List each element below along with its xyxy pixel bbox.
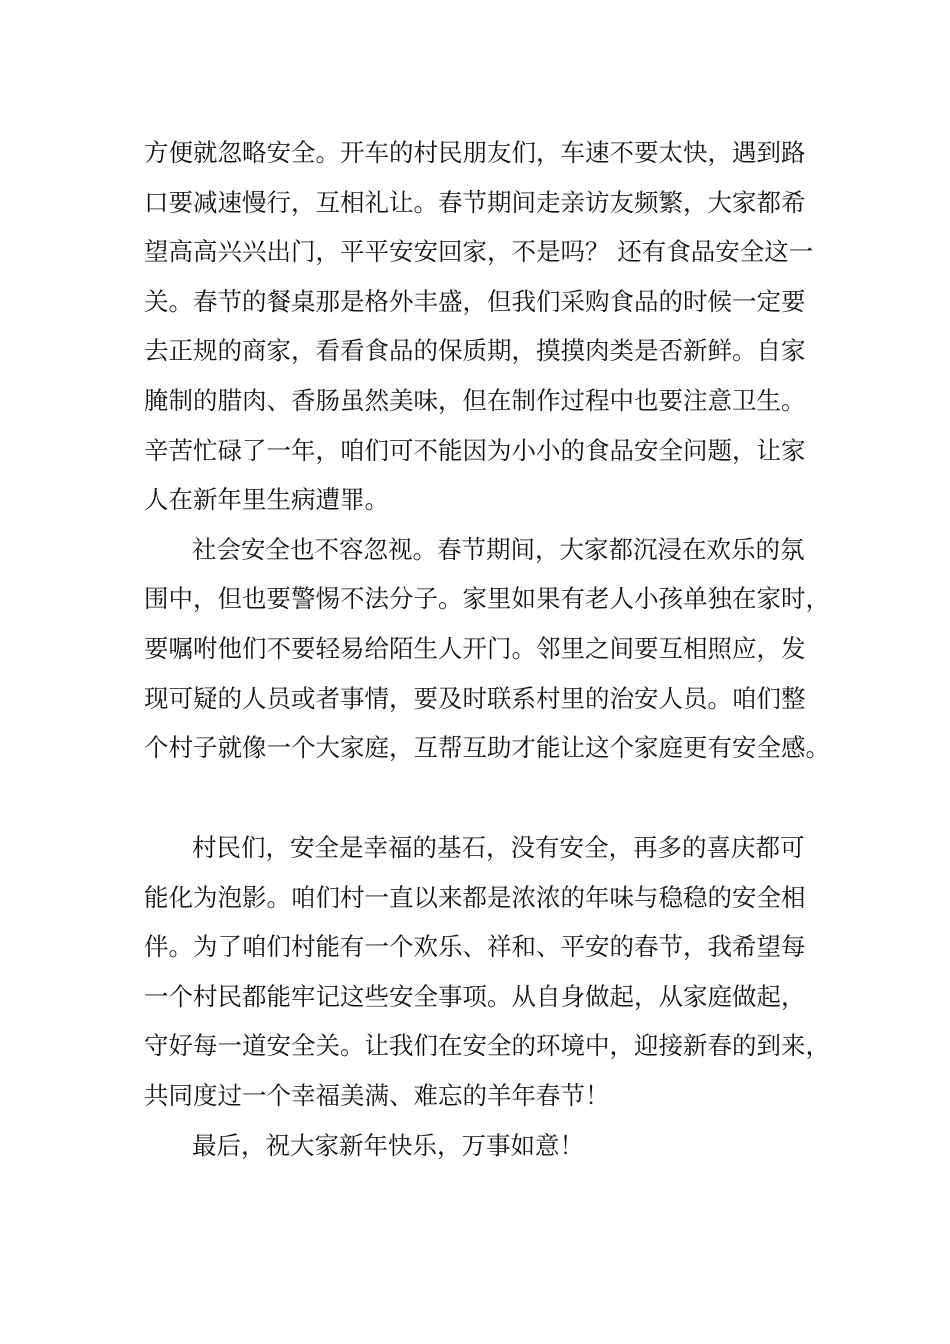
text-line: 一个村民都能牢记这些安全事项。从自身做起，从家庭做起， (144, 981, 806, 1011)
text-line: 望高高兴兴出门，平平安安回家，不是吗？ 还有食品安全这一 (144, 237, 814, 267)
text-line: 围中，但也要警惕不法分子。家里如果有老人小孩单独在家时， (144, 584, 830, 614)
paragraph-start-line: 社会安全也不容忽视。春节期间，大家都沉浸在欢乐的氛 (192, 534, 805, 564)
text-line: 方便就忽略安全。开车的村民朋友们，车速不要太快，遇到路 (144, 138, 806, 167)
body-text-section-1 (144, 128, 834, 773)
text-line: 共同度过一个幸福美满、难忘的羊年春节！ (144, 1080, 610, 1110)
text-line: 辛苦忙碌了一年，咱们可不能因为小小的食品安全问题，让家 (144, 435, 806, 465)
text-line: 关。春节的餐桌那是格外丰盛，但我们采购食品的时候一定要 (144, 286, 806, 316)
text-line: 去正规的商家，看看食品的保质期，摸摸肉类是否新鲜。自家 (144, 336, 806, 366)
body-text-section-2 (144, 823, 834, 1170)
text-line: 现可疑的人员或者事情，要及时联系村里的治安人员。咱们整 (144, 683, 806, 713)
paragraph-start-line: 村民们，安全是幸福的基石，没有安全，再多的喜庆都可 (192, 833, 805, 862)
text-line: 人在新年里生病遭罪。 (144, 485, 389, 515)
text-line: 个村子就像一个大家庭，互帮互助才能让这个家庭更有安全感。 (144, 733, 830, 763)
closing-line: 最后，祝大家新年快乐，万事如意！ (192, 1130, 584, 1160)
text-line: 守好每一道安全关。让我们在安全的环境中，迎接新春的到来， (144, 1031, 830, 1061)
text-line: 伴。为了咱们村能有一个欢乐、祥和、平安的春节，我希望每 (144, 932, 806, 962)
text-line: 能化为泡影。咱们村一直以来都是浓浓的年味与稳稳的安全相 (144, 882, 806, 912)
text-line: 口要减速慢行，互相礼让。春节期间走亲访友频繁，大家都希 (144, 187, 806, 217)
text-line: 腌制的腊肉、香肠虽然美味，但在制作过程中也要注意卫生。 (144, 385, 806, 415)
text-line: 要嘱咐他们不要轻易给陌生人开门。邻里之间要互相照应，发 (144, 633, 806, 663)
